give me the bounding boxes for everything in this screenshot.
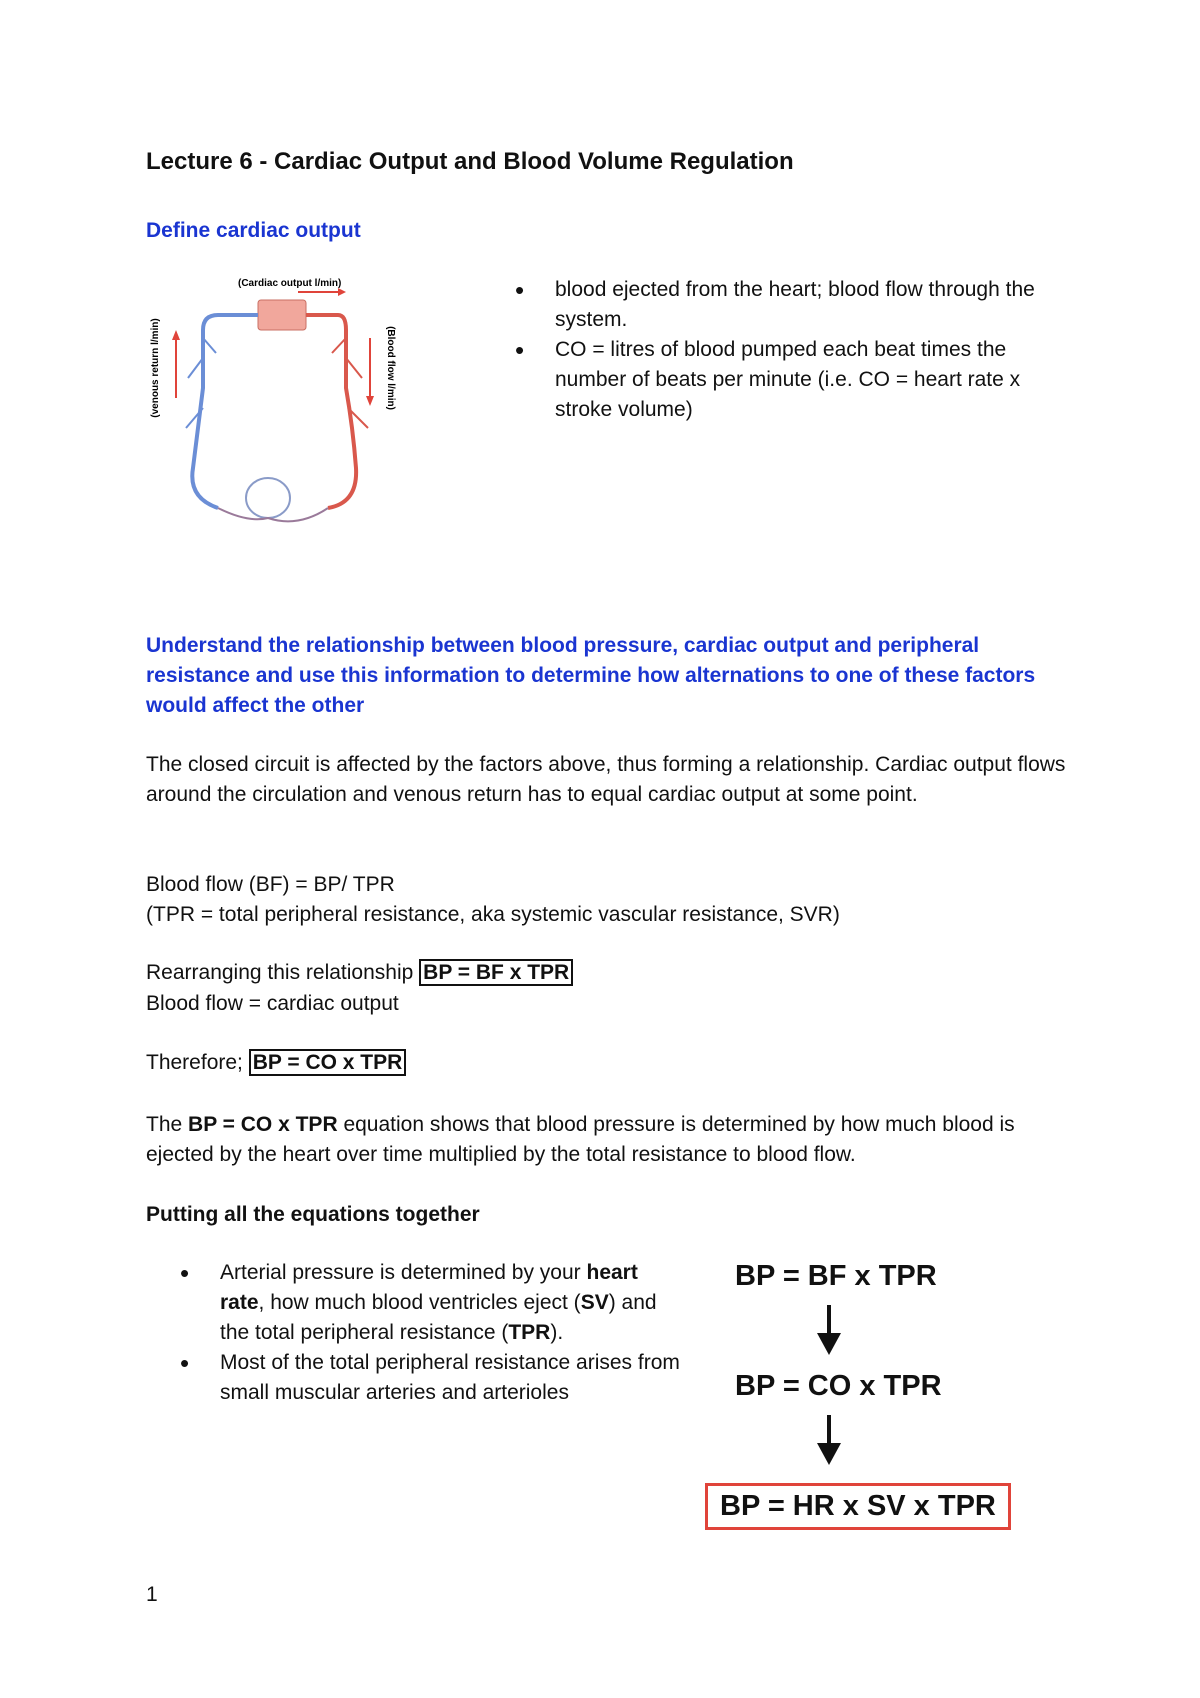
circulation-diagram bbox=[148, 268, 398, 540]
bp-co-tpr-box: BP = CO x TPR bbox=[249, 1049, 407, 1076]
rearranging-line bbox=[146, 958, 573, 988]
define-co-heading: Define cardiac output bbox=[146, 219, 361, 242]
list-item: • blood ejected from the heart; blood flow through the system. bbox=[515, 275, 1055, 335]
explain-pre: The bbox=[146, 1113, 189, 1136]
down-arrow-icon bbox=[817, 1333, 841, 1355]
flow-arrow-shaft-2 bbox=[827, 1415, 831, 1445]
therefore-text: Therefore; bbox=[146, 1051, 249, 1074]
explain-paragraph bbox=[146, 1110, 1066, 1170]
page-number: 1 bbox=[146, 1583, 158, 1606]
bf-equation-line: Blood flow (BF) = BP/ TPR bbox=[146, 873, 395, 896]
together-heading: Putting all the equations together bbox=[146, 1203, 480, 1226]
diagram-left-label: (venous return l/min) bbox=[150, 318, 161, 418]
tpr-definition-line: (TPR = total peripheral resistance, aka systemic vascular resistance, SVR) bbox=[146, 903, 840, 926]
list-item: • CO = litres of blood pumped each beat times the number of beats per minute (i.e. CO = heart rate x stroke volume) bbox=[515, 335, 1055, 425]
diagram-right-label: (Blood flow l/min) bbox=[385, 326, 396, 410]
therefore-line bbox=[146, 1048, 406, 1078]
bf-co-line: Blood flow = cardiac output bbox=[146, 992, 399, 1015]
flow-eq-hr-box: BP = HR x SV x TPR bbox=[705, 1483, 1011, 1530]
flow-eq-co: BP = CO x TPR bbox=[735, 1370, 942, 1402]
together-list bbox=[180, 1258, 680, 1408]
flow-eq-bf: BP = BF x TPR bbox=[735, 1260, 937, 1292]
list-item: • Arterial pressure is determined by your heart rate, how much blood ventricles eject (SV) and the total peripheral resistance (TPR). bbox=[180, 1258, 680, 1348]
relationship-heading: Understand the relationship between blood pressure, cardiac output and peripheral resistance and use this information to determine how alternations to one of these factors would affect the other bbox=[146, 634, 1036, 717]
flow-arrow-shaft-1 bbox=[827, 1305, 831, 1335]
diagram-top-label: (Cardiac output l/min) bbox=[238, 278, 342, 289]
list-item: • Most of the total peripheral resistance arises from small muscular arteries and arterioles bbox=[180, 1348, 680, 1408]
bp-bf-tpr-box: BP = BF x TPR bbox=[419, 959, 573, 986]
explain-post: equation shows that blood pressure is determined by how much blood is ejected by the heart over time multiplied by the total resistance to blood flow. bbox=[146, 1113, 1015, 1166]
page-title: Lecture 6 - Cardiac Output and Blood Volume Regulation bbox=[146, 148, 794, 175]
down-arrow-icon bbox=[817, 1443, 841, 1465]
heart-box bbox=[258, 300, 306, 330]
rearranging-text: Rearranging this relationship bbox=[146, 961, 420, 984]
co-definition-list bbox=[515, 275, 1055, 425]
explain-eq: BP = CO x TPR bbox=[188, 1113, 338, 1136]
closed-circuit-paragraph: The closed circuit is affected by the factors above, thus forming a relationship. Cardiac output flows around the circulation and venous return has to equal cardiac output at some point. bbox=[146, 753, 1066, 806]
